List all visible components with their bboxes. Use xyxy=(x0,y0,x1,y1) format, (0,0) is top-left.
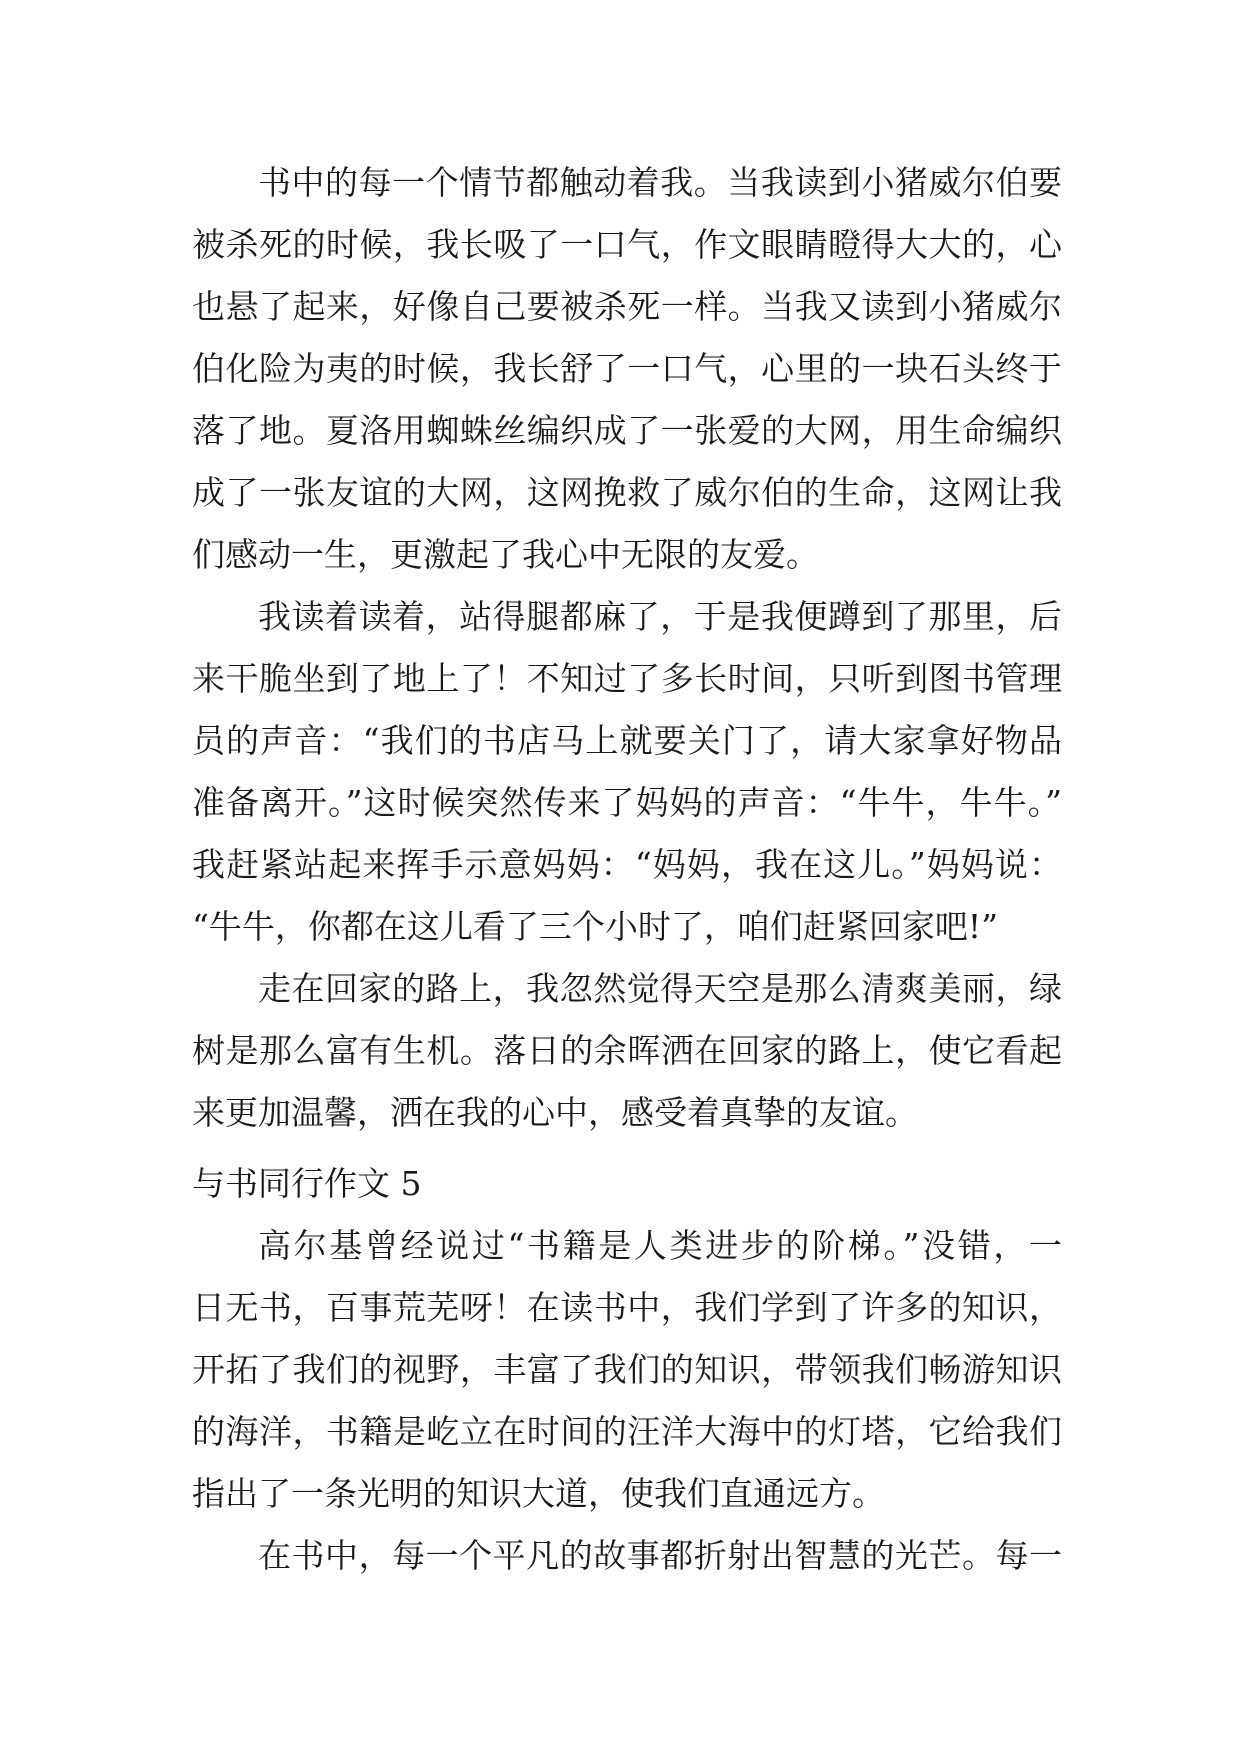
text-line: 在书中，每一个平凡的故事都折射出智慧的光芒。每一 xyxy=(258,1536,1062,1575)
text-line: 的海洋，书籍是屹立在时间的汪洋大海中的灯塔，它给我们 xyxy=(192,1412,1062,1451)
text-line: 书中的每一个情节都触动着我。当我读到小猪威尔伯要 xyxy=(258,163,1062,202)
text-line: 伯化险为夷的时候，我长舒了一口气，心里的一块石头终于 xyxy=(192,349,1062,388)
section-heading: 与书同行作文 5 xyxy=(192,1164,422,1203)
text-line: 高尔基曾经说过“书籍是人类进步的阶梯。”没错，一 xyxy=(258,1226,1062,1265)
text-line: 成了一张友谊的大网，这网挽救了威尔伯的生命，这网让我 xyxy=(192,473,1062,512)
text-line: 开拓了我们的视野，丰富了我们的知识，带领我们畅游知识 xyxy=(192,1350,1062,1389)
text-line: 走在回家的路上，我忽然觉得天空是那么清爽美丽，绿 xyxy=(258,969,1062,1008)
text-line: 树是那么富有生机。落日的余晖洒在回家的路上，使它看起 xyxy=(192,1031,1062,1070)
text-line: 日无书，百事荒芜呀！在读书中，我们学到了许多的知识， xyxy=(192,1288,1062,1327)
text-line: 我读着读着，站得腿都麻了，于是我便蹲到了那里，后 xyxy=(258,597,1062,636)
text-line: 指出了一条光明的知识大道，使我们直通远方。 xyxy=(192,1474,885,1513)
section-1-body xyxy=(192,152,1062,1144)
text-line: “牛牛，你都在这儿看了三个小时了，咱们赶紧回家吧!” xyxy=(192,907,999,946)
text-line: 来干脆坐到了地上了！不知过了多长时间，只听到图书管理 xyxy=(192,659,1062,698)
text-line: 来更加温馨，洒在我的心中，感受着真挚的友谊。 xyxy=(192,1093,918,1132)
text-line: 也悬了起来，好像自己要被杀死一样。当我又读到小猪威尔 xyxy=(192,287,1062,326)
text-line: 落了地。夏洛用蜘蛛丝编织成了一张爱的大网，用生命编织 xyxy=(192,411,1062,450)
text-line: 准备离开。”这时候突然传来了妈妈的声音：“牛牛，牛牛。” xyxy=(192,783,1062,822)
section-2-body xyxy=(192,1215,1062,1587)
text-line: 们感动一生，更激起了我心中无限的友爱。 xyxy=(192,535,819,574)
text-line: 被杀死的时候，我长吸了一口气，作文眼睛瞪得大大的，心 xyxy=(192,225,1062,264)
text-line: 员的声音：“我们的书店马上就要关门了，请大家拿好物品 xyxy=(192,721,1062,760)
text-line: 我赶紧站起来挥手示意妈妈：“妈妈，我在这儿。”妈妈说： xyxy=(192,845,1062,884)
